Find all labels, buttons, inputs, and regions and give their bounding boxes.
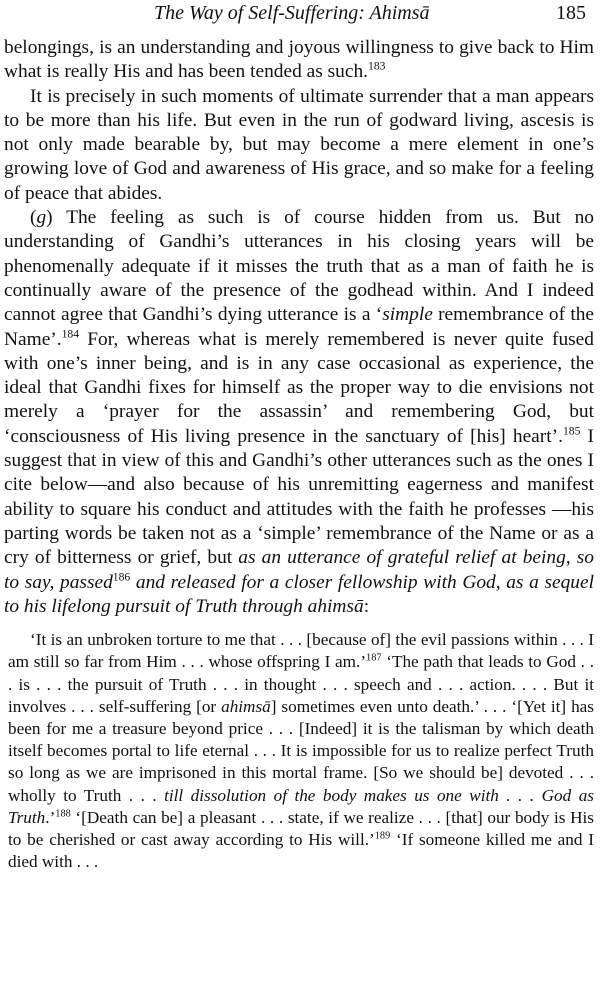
running-title: The Way of Self-Suffering: Ahimsā	[154, 2, 430, 24]
paragraph	[4, 206, 594, 619]
text-run: ‘[Death can be] a pleasant . . . state, if we realize . . . [that] our body is His to be cherished or cast away according to His will.’	[8, 807, 594, 849]
text-run: I suggest that in view of this and Gandhi’s other utterances such as the ones I cite below—and also because of his unremitting eagerness and manifest ability to square his conduct and attitudes with the faith he professes —his parting words be taken not as a ‘simple’ remembrance of the Name or as a cry of bitterness or grief, but	[4, 425, 594, 569]
text-run: ‘It is an unbroken torture to me that . . . [because of] the evil passions within . . . I am still so far from Him . . . whose offspring I am.’	[8, 630, 594, 672]
block-quote	[4, 629, 594, 873]
paragraph	[4, 36, 594, 85]
text-run: ‘The path that leads to God . . . is . . . the pursuit of Truth . . . in thought . . . speech and . . . action. . . . But it involves . . . self-suffering [or	[8, 652, 594, 716]
text-run: It is precisely in such moments of ultimate surrender that a man appears to be more than his life. But even in the run of godward living, ascesis is not only made bearable by, but may become a mere element in one’s growing love of God and awareness of His grace, and so make for a feeling of peace that abides.	[4, 85, 594, 204]
quote-paragraph	[8, 629, 594, 873]
page-header	[4, 0, 594, 36]
footnote-ref: 186	[112, 570, 131, 584]
footnote-ref: 183	[368, 59, 386, 73]
italic-text: as an utterance of grateful relief at being, so to say, passed	[4, 547, 594, 593]
italic-text: till dissolution of the body makes us one with . . . God as Truth	[8, 785, 594, 827]
text-run: ) The feeling as such is of course hidden from us. But no understanding of Gandhi’s utterances in his closing years will be phenomenally adequate if it misses the truth that as a man of faith he is continually aware of the presence of the godhead within. And I indeed cannot agree that Gandhi’s dying utterance is a ‘	[4, 207, 594, 326]
italic-text: simple	[382, 304, 433, 326]
text-run: remembrance of the Name’.	[4, 304, 595, 350]
text-run: For, whereas what is merely remembered is never quite fused with one’s inner being, and is in any case occasional as experience, the ideal that Gandhi fixes for himself as the proper way to die envisions not merely a ‘prayer for the assassin’ and remembering God, but ‘consciousness of His living presence in the sanctuary of [his] heart’.	[4, 328, 594, 447]
italic-text: ahimsā	[221, 696, 271, 716]
footnote-ref: 184	[61, 327, 80, 341]
paragraph	[4, 85, 594, 206]
footnote-ref: 188	[55, 808, 71, 820]
footnote-ref: 185	[562, 424, 581, 438]
italic-text: and released for a closer fellowship with God, as a sequel to his lifelong pursuit of Truth through ahimsā	[4, 571, 594, 617]
text-run: :	[363, 595, 370, 617]
footnote-ref: 187	[366, 652, 382, 664]
body-text	[4, 36, 594, 619]
text-run: belongings, is an understanding and joyous willingness to give back to Him what is really His and has been tended as such.	[4, 37, 594, 83]
italic-text: g	[36, 207, 47, 229]
text-run: .’	[45, 807, 56, 827]
footnote-ref: 189	[374, 830, 391, 842]
text-run: ‘If someone killed me and I died with . . .	[8, 829, 594, 872]
text-run: (	[30, 207, 37, 229]
text-run: ] sometimes even unto death.’ . . . ‘[Yet it] has been for me a treasure beyond price . . . [Indeed] it is the talisman by which death itself becomes portal to life eternal . . . It is impossible for us to realize perfect Truth so long as we are imprisoned in this mortal frame. [So we should be] devoted . . . wholly to Truth . . .	[8, 696, 594, 805]
page-number: 185	[556, 2, 586, 24]
